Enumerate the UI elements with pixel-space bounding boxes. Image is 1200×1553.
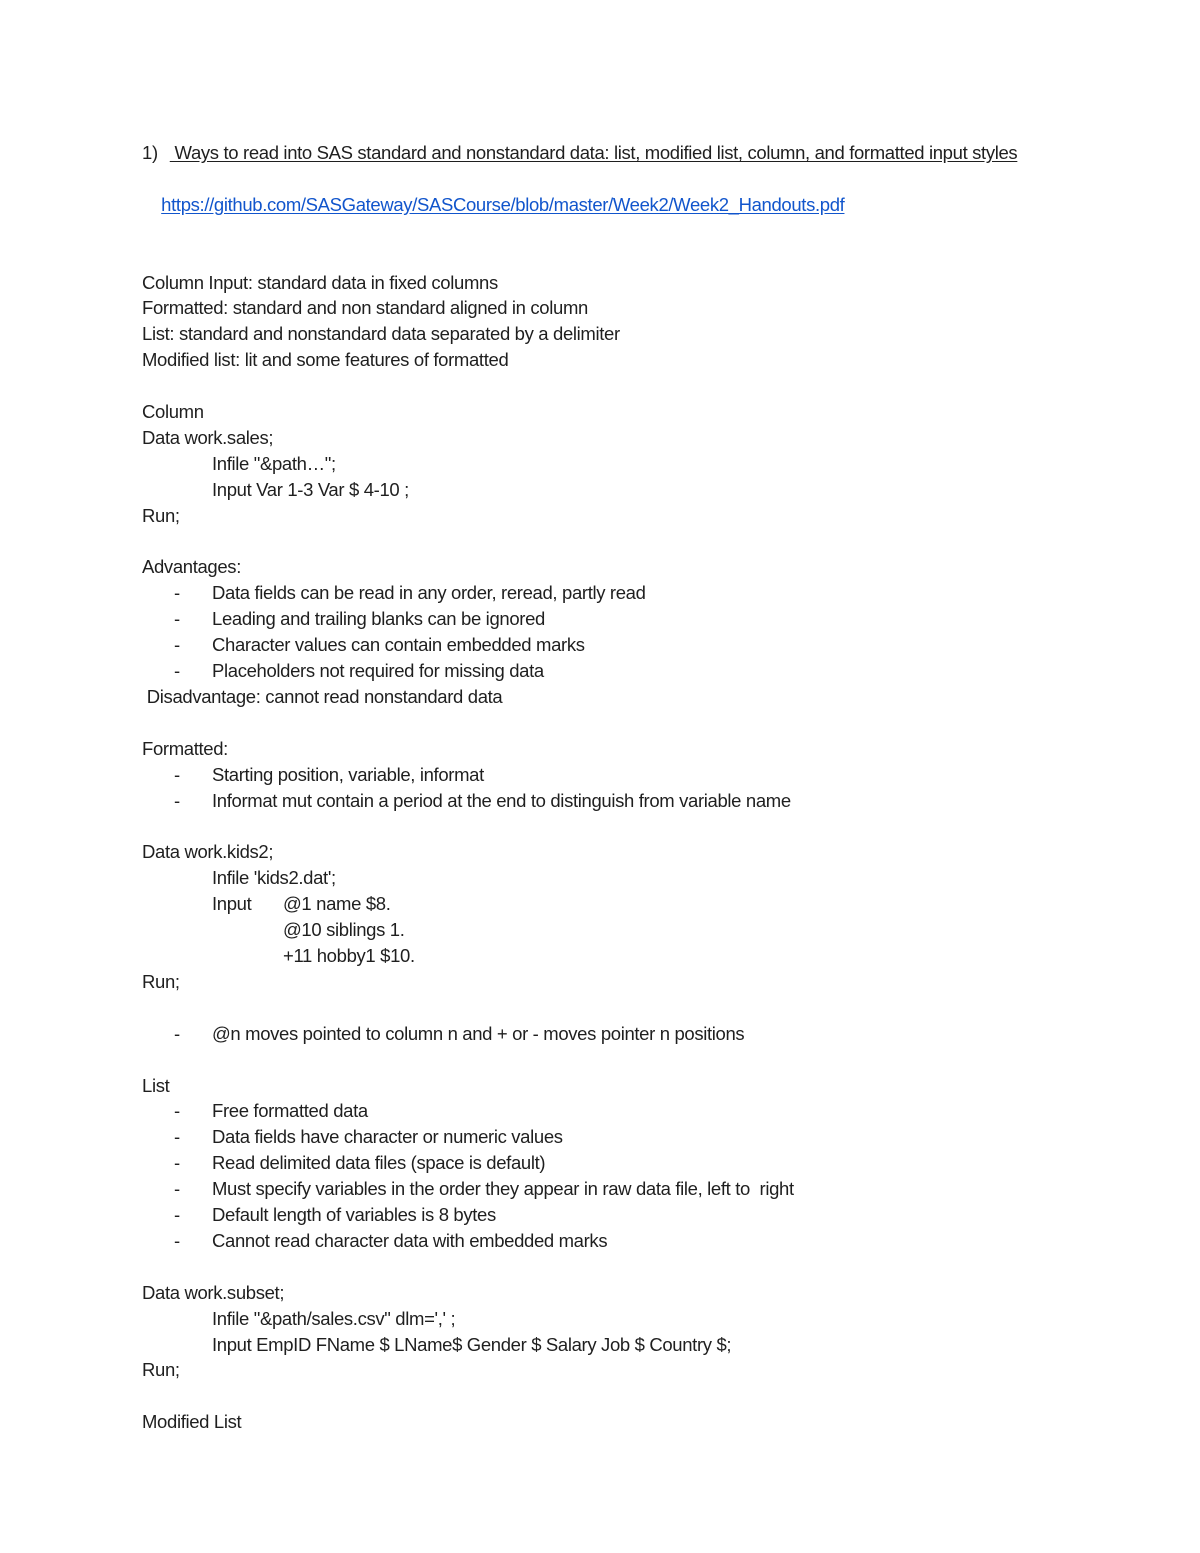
list-item: - Cannot read character data with embedded marks	[142, 1228, 1072, 1254]
list-item: - Default length of variables is 8 bytes	[142, 1202, 1072, 1228]
document-page	[142, 140, 1072, 1435]
list-item: - Informat mut contain a period at the end to distinguish from variable name	[142, 788, 1072, 814]
handouts-link[interactable]: https://github.com/SASGateway/SASCourse/blob/master/Week2/Week2_Handouts.pdf	[161, 193, 845, 215]
code-line: Input EmpID FName $ LName$ Gender $ Salary Job $ Country $;	[212, 1333, 732, 1355]
code-line: Run;	[142, 1359, 180, 1381]
bullet-dash: -	[174, 608, 180, 630]
code-line: Run;	[142, 504, 180, 526]
bullet-dash: -	[174, 763, 180, 785]
code-line: Infile "&path…";	[212, 452, 336, 474]
bullet-dash: -	[174, 1100, 180, 1122]
formatted-title: Formatted:	[142, 737, 228, 759]
bullet-dash: -	[174, 789, 180, 811]
heading-title: Ways to read into SAS standard and nonstandard data: list, modified list, column, and formatted input styles	[169, 142, 1018, 163]
summary-line: Column Input: standard data in fixed columns	[142, 271, 498, 293]
bullet-dash: -	[174, 1178, 180, 1200]
code-line: Data work.subset;	[142, 1281, 285, 1303]
bullet-dash: -	[174, 582, 180, 604]
list-item: - Must specify variables in the order they appear in raw data file, left to right	[142, 1176, 1072, 1202]
bullet-dash: -	[174, 1204, 180, 1226]
summary-line: List: standard and nonstandard data separated by a delimiter	[142, 323, 620, 345]
code-line: Infile "&path/sales.csv" dlm=',' ;	[212, 1307, 456, 1329]
code-line: Data work.kids2;	[142, 841, 274, 863]
list-item: - Data fields have character or numeric values	[142, 1124, 1072, 1150]
list-item: - Read delimited data files (space is default)	[142, 1150, 1072, 1176]
list-item: - Data fields can be read in any order, reread, partly read	[142, 580, 1072, 606]
bullet-dash: -	[174, 634, 180, 656]
code-line: @10 siblings 1.	[283, 919, 405, 941]
bullet-dash: -	[174, 1229, 180, 1251]
list-item: - Free formatted data	[142, 1098, 1072, 1124]
list-item: - Placeholders not required for missing data	[142, 658, 1072, 684]
list-item: - @n moves pointed to column n and + or - moves pointer n positions	[142, 1021, 1072, 1047]
advantages-title: Advantages:	[142, 556, 242, 578]
summary-line: Modified list: lit and some features of formatted	[142, 349, 509, 371]
list-item: - Starting position, variable, informat	[142, 762, 1072, 788]
bullet-dash: -	[174, 660, 180, 682]
code-line: Data work.sales;	[142, 426, 274, 448]
list-item: - Character values can contain embedded marks	[142, 632, 1072, 658]
code-line: Input Var 1-3 Var $ 4-10 ;	[212, 478, 409, 500]
bullet-dash: -	[174, 1022, 180, 1044]
disadvantage-line: Disadvantage: cannot read nonstandard data	[142, 685, 503, 707]
code-line: Run;	[142, 970, 180, 992]
section-heading	[142, 140, 1072, 166]
list-item: - Leading and trailing blanks can be ignored	[142, 606, 1072, 632]
bullet-dash: -	[174, 1152, 180, 1174]
bullet-dash: -	[174, 1126, 180, 1148]
column-title: Column	[142, 401, 204, 423]
modified-list-title: Modified List	[142, 1411, 242, 1433]
heading-number: 1)	[142, 142, 158, 163]
code-line: Infile 'kids2.dat';	[212, 867, 336, 889]
code-line: Input @1 name $8.	[212, 893, 391, 915]
summary-line: Formatted: standard and non standard aligned in column	[142, 297, 588, 319]
list-title: List	[142, 1074, 170, 1096]
code-line: +11 hobby1 $10.	[283, 945, 415, 967]
